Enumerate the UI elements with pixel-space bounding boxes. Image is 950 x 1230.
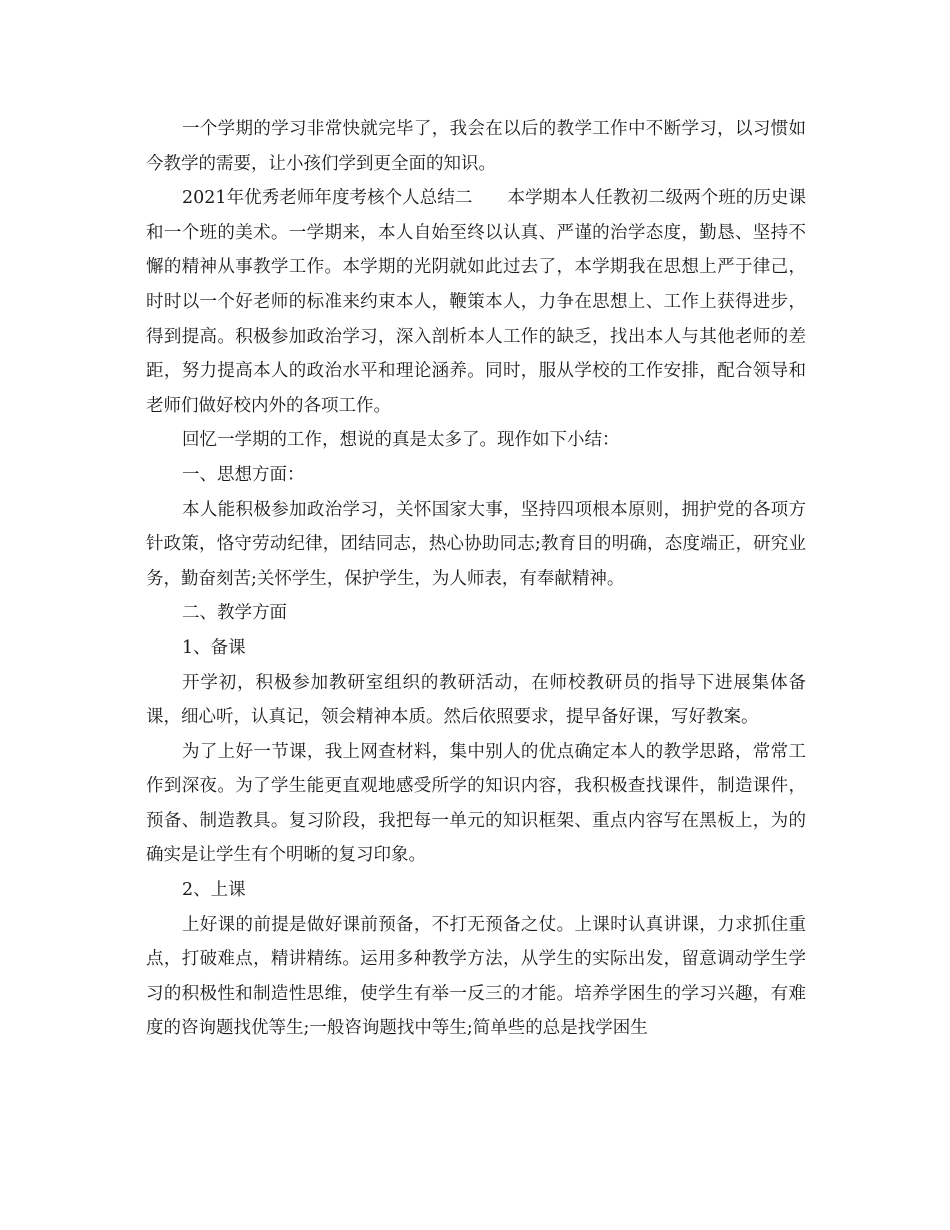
section-heading-thought: 一、思想方面： xyxy=(182,464,305,485)
paragraph-lesson-materials: 为了上好一节课，我上网查材料，集中别人的优点确定本人的教学思路，常常工作到深夜。为了学生能更直观地感受所学的知识内容，我积极查找课件，制造课件，预备、制造教具。复习阶段，我把每一单元的知识框架、重点内容写在黑板上，为的确实是让学生有个明晰的复习印象。 xyxy=(146,741,806,866)
paragraph-lesson-prep: 开学初，积极参加教研室组织的教研活动，在师校教研员的指导下进展集体备课，细心听，认真记，领会精神本质。然后依照要求，提早备好课，写好教案。 xyxy=(146,672,806,728)
paragraph-class: 上好课的前提是做好课前预备，不打无预备之仗。上课时认真讲课，力求抓住重点，打破难点，精讲精练。运用多种教学方法，从学生的实际出发，留意调动学生学习的积极性和制造性思维，使学生有举一反三的才能。培养学困生的学习兴趣，有难度的咨询题找优等生;一般咨询题找中等生;简单些的总是找学困生 xyxy=(146,914,806,1039)
paragraph-intro-closing: 一个学期的学习非常快就完毕了，我会在以后的教学工作中不断学习，以习惯如今教学的需要，让小孩们学到更全面的知识。 xyxy=(146,119,806,174)
section-heading-teaching: 二、教学方面 xyxy=(182,603,287,624)
subheading-class: 2、上课 xyxy=(182,880,246,901)
paragraph-summary-two: 2021年优秀老师年度考核个人总结二 本学期本人任教初二级两个班的历史课和一个班的美术。一学期来，本人自始至终以认真、严谨的治学态度，勤恳、坚持不懈的精神从事教学工作。本学期的光阴就如此过去了，本学期我在思想上严于律己，时时以一个好老师的标准来约束本人，鞭策本人，力争在思想上、工作上获得进步，得到提高。积极参加政治学习，深入剖析本人工作的缺乏，找出本人与其他老师的差距，努力提高本人的政治水平和理论涵养。同时，服从学校的工作安排，配合领导和老师们做好校内外的各项工作。 xyxy=(146,188,806,416)
subheading-lesson-prep: 1、备课 xyxy=(182,637,246,658)
paragraph-thought: 本人能积极参加政治学习，关怀国家大事，坚持四项根本原则，拥护党的各项方针政策，恪守劳动纪律，团结同志，热心协助同志;教育目的明确，态度端正，研究业务，勤奋刻苦;关怀学生，保护学生，为人师表，有奉献精神。 xyxy=(146,499,806,589)
document-page xyxy=(146,112,806,1046)
paragraph-review: 回忆一学期的工作，想说的真是太多了。现作如下小结： xyxy=(182,430,620,451)
